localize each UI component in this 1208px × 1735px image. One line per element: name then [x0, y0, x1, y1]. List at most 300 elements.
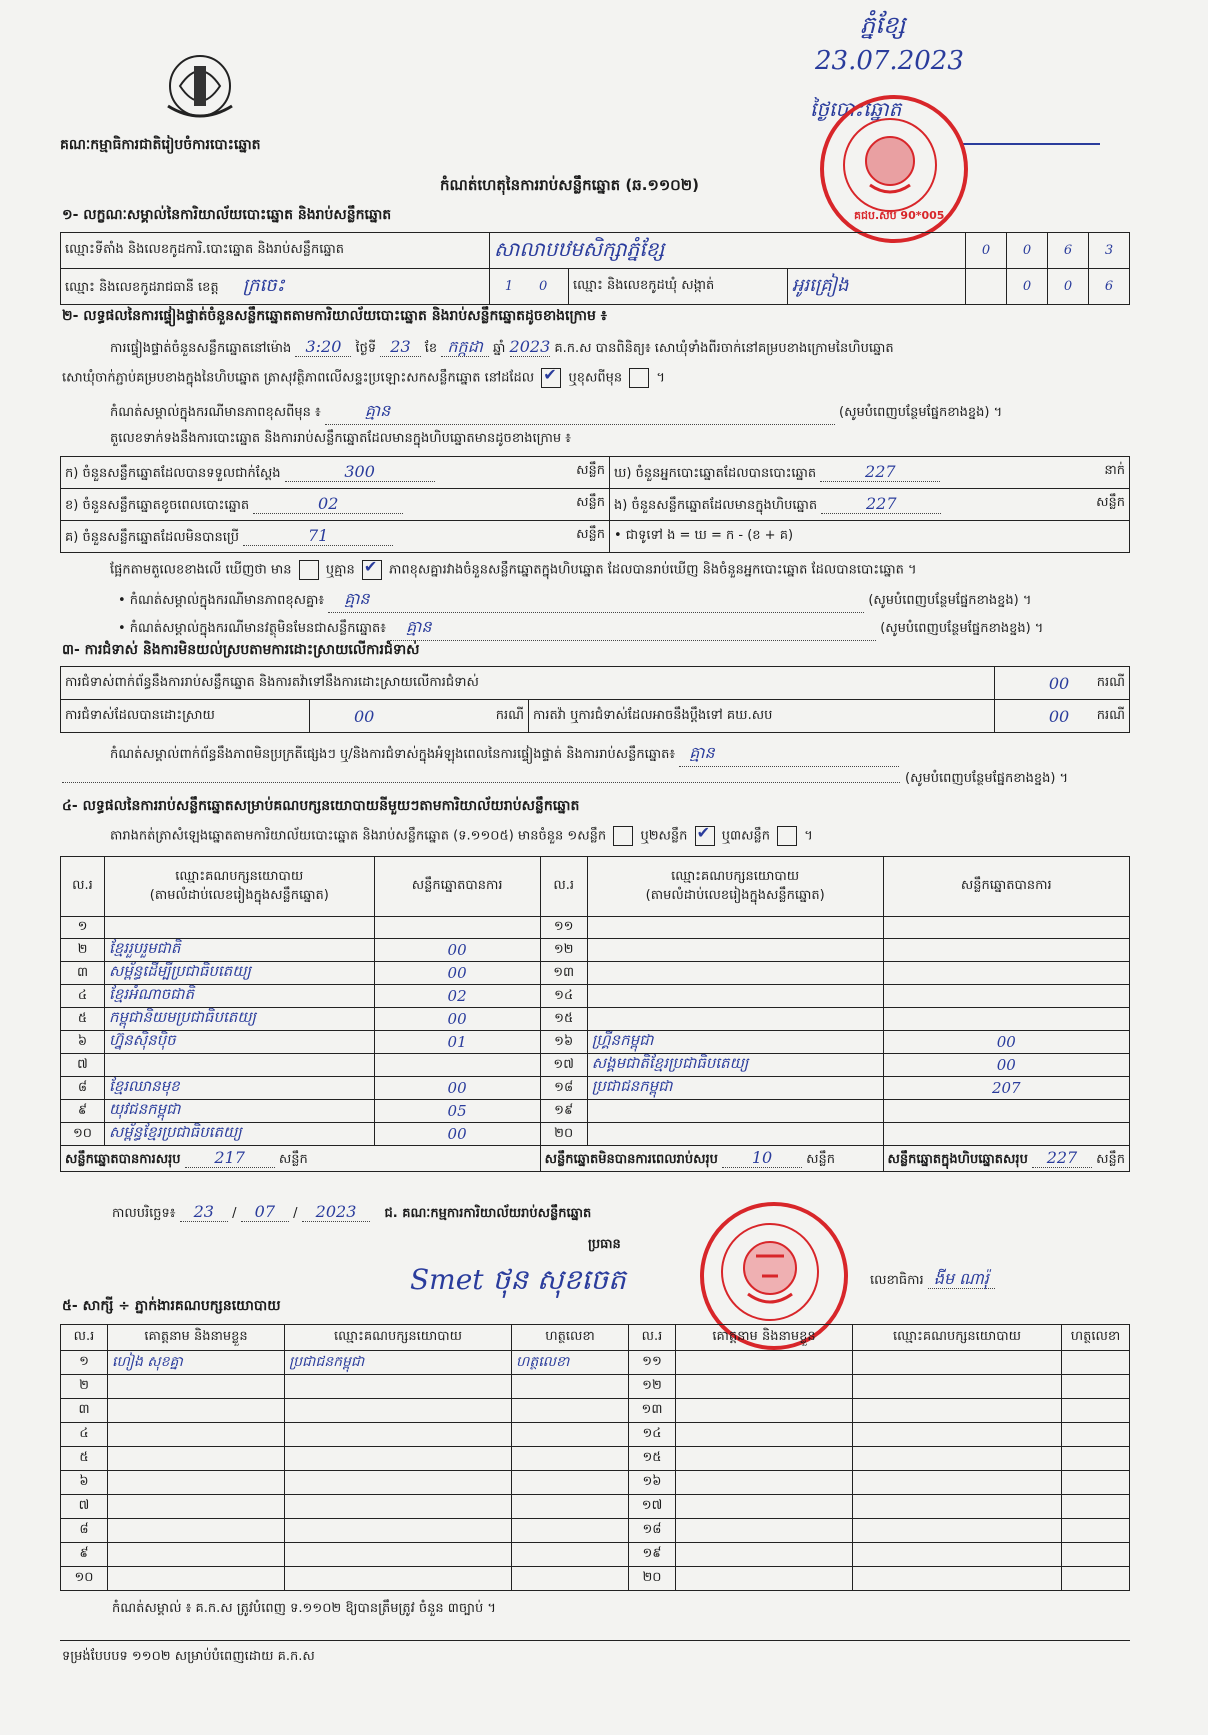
witness-sign[interactable]	[512, 1423, 629, 1447]
province-cell	[61, 269, 490, 305]
witness-no: ២០	[629, 1567, 676, 1591]
total-valid-value[interactable]: 217	[185, 1148, 275, 1168]
commune-value-cell	[788, 269, 966, 305]
date-label: កាលបរិច្ឆេទ៖	[112, 1206, 176, 1221]
results-party[interactable]	[105, 1054, 375, 1077]
table-row	[61, 1077, 1130, 1100]
results-no: ១១	[540, 917, 587, 939]
date-month[interactable]: 07	[241, 1202, 289, 1222]
witness-name[interactable]	[676, 1471, 853, 1495]
total-valid-unit: សន្លឹក	[278, 1151, 308, 1167]
location-code-1[interactable]: 0	[966, 233, 1007, 269]
two-sheets-label: ឬ២សន្លឹក	[640, 828, 688, 844]
verify-or-label: ឬខុសពីមុន	[568, 370, 623, 386]
handwritten-date: 23.07.2023	[815, 46, 964, 76]
witness-no: ៣	[61, 1399, 108, 1423]
witness-name[interactable]	[676, 1543, 853, 1567]
witness-name[interactable]	[108, 1519, 285, 1543]
witness-party[interactable]	[853, 1423, 1062, 1447]
witness-col-name-right: គោត្តនាម និងនាមខ្លួន	[676, 1325, 853, 1351]
witness-name[interactable]	[108, 1399, 285, 1423]
witness-name[interactable]	[108, 1495, 285, 1519]
figures-intro: តួលេខទាក់ទងនឹងការបោះឆ្នោត និងការរាប់សន្លឹកឆ្នោតដែលមានក្នុងហិបឆ្នោតមានដូចខាងក្រោម ៖	[110, 431, 571, 446]
witness-sign[interactable]	[512, 1495, 629, 1519]
table-row	[61, 1495, 1130, 1519]
note2-hint: (សូមបំពេញបន្ថែមផ្នែកខាងខ្នង) ។	[868, 593, 1032, 608]
section2-heading: ២- លទ្ធផលនៃការផ្ទៀងផ្ទាត់ចំនួនសន្លឹកឆ្នោតតាមការិយាល័យបោះឆ្នោត និងរាប់សន្លឹកឆ្នោតដូចខាងក្រោម ៖	[62, 308, 607, 324]
objection-row2-value[interactable]: 00	[354, 706, 375, 726]
witness-no: ១៣	[629, 1399, 676, 1423]
results-no: ៤	[61, 985, 105, 1008]
objection-row2-right-unit: ករណី	[1096, 707, 1125, 723]
table-row	[61, 939, 1130, 962]
witness-sign[interactable]	[512, 1447, 629, 1471]
province-code-2[interactable]: 0	[539, 279, 548, 294]
results-party[interactable]: សង្គមជាតិខ្មែរប្រជាធិបតេយ្យ	[587, 1054, 883, 1077]
results-party[interactable]	[587, 1008, 883, 1031]
objection-row2-label: ការជំទាស់ដែលបានដោះស្រាយ	[61, 700, 310, 733]
results-votes[interactable]	[883, 1100, 1129, 1123]
location-code-4[interactable]: 3	[1089, 233, 1130, 269]
results-votes[interactable]: 00	[374, 939, 540, 962]
commune-label: ឈ្មោះ និងលេខកូដឃុំ សង្កាត់	[569, 269, 788, 305]
witness-sign[interactable]	[1062, 1567, 1130, 1591]
total-box-unit: សន្លឹក	[1096, 1151, 1125, 1167]
verify-year-label: ឆ្នាំ	[493, 341, 506, 356]
witness-name[interactable]	[676, 1495, 853, 1519]
witness-no: ២	[61, 1375, 108, 1399]
section3-heading: ៣- ការជំទាស់ និងការមិនយល់ស្របតាមការដោះស្រាយលើការជំទាស់	[62, 642, 420, 658]
results-votes[interactable]: 05	[374, 1100, 540, 1123]
witness-party[interactable]	[285, 1375, 512, 1399]
results-no: ១៩	[540, 1100, 587, 1123]
objection-note-hint: (សូមបំពេញបន្ថែមផ្នែកខាងខ្នង) ។	[905, 771, 1069, 786]
note2-label: • កំណត់សម្គាល់ក្នុងករណីមានភាពខុសគ្នា៖	[118, 593, 325, 608]
figure-c-label: គ) ចំនួនសន្លឹកឆ្នោតដែលមិនបានប្រើ	[65, 529, 239, 545]
witness-party[interactable]: ប្រជាជនកម្ពុជា	[285, 1351, 512, 1375]
note1-line	[110, 400, 1150, 425]
commune-code-2[interactable]: 0	[1048, 269, 1089, 305]
chair-signature: Smet ថុន សុខចេត	[410, 1263, 626, 1296]
location-code-2[interactable]: 0	[1007, 233, 1048, 269]
verify-month-label: ខែ	[424, 341, 438, 356]
handwritten-sign-text: ថ្ងៃបោះឆ្នោត	[810, 97, 902, 121]
results-party[interactable]: កម្ពុជានិយមប្រជាធិបតេយ្យ	[105, 1008, 375, 1031]
section4-heading: ៤- លទ្ធផលនៃការរាប់សន្លឹកឆ្នោតសម្រាប់គណបក្សនយោបាយនីមួយៗតាមការិយាល័យរាប់សន្លឹកឆ្នោត	[62, 798, 580, 814]
nec-emblem-icon	[160, 46, 240, 128]
total-invalid-value[interactable]: 10	[722, 1148, 802, 1168]
results-no: ៨	[61, 1077, 105, 1100]
witness-name[interactable]	[676, 1375, 853, 1399]
formula-cell: • ជាទូទៅ ង = ឃ = ក - (ខ + គ)	[610, 521, 1130, 553]
verification-line1	[110, 336, 1150, 360]
note3-hint: (សូមបំពេញបន្ថែមផ្នែកខាងខ្នង) ។	[880, 621, 1044, 636]
witness-sign[interactable]	[1062, 1351, 1130, 1375]
province-label: ឈ្មោះ និងលេខកូដរាជធានី ខេត្ត	[65, 280, 219, 295]
results-party[interactable]: ខ្មែរឈានមុខ	[105, 1077, 375, 1100]
figure-d-value[interactable]: 227	[820, 462, 940, 482]
results-col-no-right: ល.រ	[540, 857, 587, 917]
results-votes[interactable]	[883, 1123, 1129, 1146]
table-row	[61, 917, 1130, 939]
results-no: ១៨	[540, 1077, 587, 1100]
objection-row2-right-label: ការតវ៉ា ឬការជំទាស់ដែលអាចនឹងប្តឹងទៅ គឃ.សប	[529, 700, 995, 733]
different-checkbox[interactable]	[629, 368, 649, 388]
results-rows	[61, 917, 1130, 1146]
witness-no: ៤	[61, 1423, 108, 1447]
tally-sheets-label: តារាងកត់ត្រាសំឡេងឆ្នោតតាមការិយាល័យបោះឆ្នោត និងរាប់សន្លឹកឆ្នោត (ទ.១១០៥) មានចំនួន ១សន្លឹក	[110, 828, 607, 844]
verify-time-label: ការផ្ទៀងផ្ទាត់ចំនួនសន្លឹកឆ្នោតនៅម៉ោង	[110, 341, 292, 356]
results-votes[interactable]: 00	[883, 1031, 1129, 1054]
table-row	[61, 985, 1130, 1008]
figure-e-label: ង) ចំនួនសន្លឹកឆ្នោតដែលមានក្នុងហិបឆ្នោត	[614, 497, 818, 513]
date-year[interactable]: 2023	[302, 1202, 371, 1222]
results-party[interactable]: ហ្វ៊ុនស៊ិនប៉ិច	[105, 1031, 375, 1054]
witness-sign[interactable]	[512, 1543, 629, 1567]
witness-no: ១	[61, 1351, 108, 1375]
location-value[interactable]: សាលាបឋមសិក្សាភ្នំខ្សែ	[494, 236, 665, 261]
figures-table	[60, 456, 1130, 553]
results-votes[interactable]	[883, 985, 1129, 1008]
figure-d-label: ឃ) ចំនួនអ្នកបោះឆ្នោតដែលបានបោះឆ្នោត	[614, 465, 817, 481]
witness-name[interactable]	[676, 1567, 853, 1591]
figure-c-cell	[61, 521, 610, 553]
objection-note-label: កំណត់សម្គាល់ពាក់ព័ន្ធនឹងភាពមិនប្រក្រតីផ្សេងៗ ឬ/និងការជំទាស់ក្នុងអំឡុងពេលនៃការផ្ទៀងផ្ទាត់ និងការរាប់សន្លឹកឆ្នោត៖	[110, 747, 676, 762]
witness-party[interactable]	[853, 1375, 1062, 1399]
verify-year[interactable]: 2023	[509, 337, 551, 356]
section1-table	[60, 232, 1130, 305]
results-col-party-left	[105, 857, 375, 917]
results-votes[interactable]	[883, 917, 1129, 939]
objection-note-dotline	[62, 782, 900, 783]
total-invalid-cell	[540, 1146, 883, 1172]
location-value-cell	[490, 233, 966, 269]
no-difference-checkbox[interactable]	[362, 560, 382, 580]
witness-party[interactable]	[853, 1495, 1062, 1519]
results-no: ១៤	[540, 985, 587, 1008]
witness-no: ១២	[629, 1375, 676, 1399]
form-title: កំណត់ហេតុនៃការរាប់សន្លឹកឆ្នោត (ឆ.១១០២)	[440, 176, 700, 194]
figure-c-value[interactable]: 71	[243, 526, 393, 546]
province-code-1[interactable]: 1	[504, 279, 514, 294]
verify-month[interactable]: កក្កដា	[441, 337, 489, 357]
date-day[interactable]: 23	[180, 1202, 228, 1222]
note1-value[interactable]: គ្មាន	[325, 400, 835, 425]
witness-sign[interactable]	[1062, 1471, 1130, 1495]
tally-sheets-line: តារាងកត់ត្រាសំឡេងឆ្នោតតាមការិយាល័យបោះឆ្នោត និងរាប់សន្លឹកឆ្នោត (ទ.១១០៥) មានចំនួន ១សន្លឹក ឬ២សន្លឹក ✔ ឬ៣សន្លឹក ។	[110, 826, 813, 847]
results-votes[interactable]: 02	[374, 985, 540, 1008]
results-no: ៧	[61, 1054, 105, 1077]
witness-name[interactable]	[676, 1351, 853, 1375]
two-sheets-checkbox[interactable]	[695, 826, 715, 846]
results-votes[interactable]: 207	[883, 1077, 1129, 1100]
witness-name[interactable]	[108, 1543, 285, 1567]
witness-party[interactable]	[285, 1495, 512, 1519]
witness-party[interactable]	[285, 1471, 512, 1495]
results-party[interactable]	[105, 917, 375, 939]
witness-no: ៨	[61, 1519, 108, 1543]
results-votes[interactable]	[883, 962, 1129, 985]
results-party[interactable]	[587, 1123, 883, 1146]
witness-no: ១១	[629, 1351, 676, 1375]
witness-col-no-right: ល.រ	[629, 1325, 676, 1351]
figure-b-value[interactable]: 02	[253, 494, 403, 514]
results-votes[interactable]: 00	[883, 1054, 1129, 1077]
form-footer: ទម្រង់បែបបទ ១១០២ សម្រាប់បំពេញដោយ គ.ក.ស	[62, 1649, 315, 1664]
witness-name[interactable]	[108, 1423, 285, 1447]
table-row	[61, 1100, 1130, 1123]
witness-no: ៧	[61, 1495, 108, 1519]
objection-row1-label: ការជំទាស់ពាក់ព័ន្ធនឹងការរាប់សន្លឹកឆ្នោត និងការតវ៉ាទៅនឹងការដោះស្រាយលើការជំទាស់	[61, 667, 995, 700]
witness-party[interactable]	[285, 1399, 512, 1423]
objection-row1-cell	[994, 667, 1129, 700]
results-party[interactable]	[587, 985, 883, 1008]
witness-party[interactable]	[285, 1567, 512, 1591]
total-valid-label: សន្លឹកឆ្នោតបានការសរុប	[65, 1151, 181, 1167]
has-difference-checkbox[interactable]	[299, 560, 319, 580]
section1-heading: ១- លក្ខណៈសម្គាល់នៃការិយាល័យបោះឆ្នោត និងរាប់សន្លឹកឆ្នោត	[62, 207, 392, 223]
results-party[interactable]: ខ្មែររួបរួមជាតិ	[105, 939, 375, 962]
province-code-cell	[490, 269, 569, 305]
witness-no: ៥	[61, 1447, 108, 1471]
witness-no: ១៧	[629, 1495, 676, 1519]
witness-party[interactable]	[853, 1399, 1062, 1423]
witness-sign[interactable]	[1062, 1375, 1130, 1399]
witness-sign[interactable]	[1062, 1399, 1130, 1423]
note3-line	[118, 616, 1043, 641]
witness-no: ៩	[61, 1543, 108, 1567]
results-party[interactable]: ប្រជាជនកម្ពុជា	[587, 1077, 883, 1100]
objection-table	[60, 666, 1130, 733]
table-row	[61, 1399, 1130, 1423]
witness-party[interactable]	[285, 1543, 512, 1567]
chair-label: ប្រធាន	[588, 1237, 621, 1252]
verify-line1-rest: គ.ក.ស បានពិនិត្យ៖ សោឃុំទាំងពីរចាក់នៅគម្របខាងក្រោមនៃហិបឆ្នោត	[554, 341, 894, 356]
figure-b-label: ខ) ចំនួនសន្លឹកឆ្នោតខូចពេលបោះឆ្នោត	[65, 497, 250, 513]
commune-code-3[interactable]: 6	[1089, 269, 1130, 305]
secretary-line	[870, 1268, 995, 1292]
table-row	[61, 1351, 1130, 1375]
results-no: ៥	[61, 1008, 105, 1031]
note3-value[interactable]: គ្មាន	[390, 616, 876, 641]
witness-party[interactable]	[853, 1567, 1062, 1591]
results-party[interactable]	[587, 939, 883, 962]
witness-name[interactable]: ហៀង សុខគ្នា	[108, 1351, 285, 1375]
secretary-name[interactable]: ងីម ណារ៉ុ	[928, 1269, 995, 1289]
witness-party[interactable]	[285, 1447, 512, 1471]
witness-sign[interactable]	[512, 1399, 629, 1423]
witness-no: ១៩	[629, 1543, 676, 1567]
total-box-label: សន្លឹកឆ្នោតក្នុងហិបឆ្នោតសរុប	[887, 1151, 1028, 1167]
witness-sign[interactable]	[512, 1471, 629, 1495]
witness-col-sign-left: ហត្ថលេខា	[512, 1325, 629, 1351]
witness-party[interactable]	[853, 1543, 1062, 1567]
witness-col-no-left: ល.រ	[61, 1325, 108, 1351]
objection-row1-value[interactable]: 00	[1048, 673, 1070, 693]
section5-heading: ៥- សាក្សី ÷ ភ្នាក់ងារគណបក្សនយោបាយ	[62, 1298, 281, 1314]
witness-col-sign-right: ហត្ថលេខា	[1062, 1325, 1130, 1351]
witness-rows	[61, 1351, 1130, 1591]
witness-party[interactable]	[853, 1519, 1062, 1543]
org-name: គណៈកម្មាធិការជាតិរៀបចំការបោះឆ្នោត	[60, 137, 261, 153]
witness-sign[interactable]	[512, 1519, 629, 1543]
witness-no: ១០	[61, 1567, 108, 1591]
witness-party[interactable]	[285, 1519, 512, 1543]
results-col-party-right-title: ឈ្មោះគណបក្សនយោបាយ	[671, 868, 800, 884]
total-valid-cell	[61, 1146, 541, 1172]
results-votes[interactable]	[883, 939, 1129, 962]
figure-a-label: ក) ចំនួនសន្លឹកឆ្នោតដែលបានទទួលជាក់ស្តែង	[65, 465, 281, 481]
results-party[interactable]	[587, 1100, 883, 1123]
table-row	[61, 1519, 1130, 1543]
results-party[interactable]: ហ្គ្រីនកម្ពុជា	[587, 1031, 883, 1054]
total-invalid-label: សន្លឹកឆ្នោតមិនបានការពេលរាប់សរុប	[544, 1151, 718, 1167]
province-value[interactable]: ក្រចេះ	[242, 275, 285, 296]
witness-name[interactable]	[108, 1375, 285, 1399]
results-no: ៩	[61, 1100, 105, 1123]
table-row	[61, 962, 1130, 985]
objection-note-value[interactable]: គ្មាន	[679, 742, 899, 767]
note2-line	[118, 588, 1031, 613]
results-votes[interactable]: 00	[374, 962, 540, 985]
results-table	[60, 856, 1130, 1172]
objection-row2-cell	[310, 700, 529, 733]
figure-d-cell	[610, 457, 1130, 489]
figure-e-value[interactable]: 227	[821, 494, 941, 514]
witness-no: ១៨	[629, 1519, 676, 1543]
results-votes[interactable]: 00	[374, 1077, 540, 1100]
figure-a-cell	[61, 457, 610, 489]
results-no: ១០	[61, 1123, 105, 1146]
results-no: ១៣	[540, 962, 587, 985]
table-row	[61, 1567, 1130, 1591]
witness-sign[interactable]	[1062, 1447, 1130, 1471]
footnote: កំណត់សម្គាល់ ៖ គ.ក.ស ត្រូវបំពេញ ទ.១១០២ ឱ្យបានត្រឹមត្រូវ ចំនួន ៣ច្បាប់ ។	[112, 1601, 496, 1616]
witness-no: ៦	[61, 1471, 108, 1495]
results-col-party-right	[587, 857, 883, 917]
official-seal-top	[820, 95, 968, 243]
witness-sign[interactable]	[1062, 1519, 1130, 1543]
compare-none-label: ឬគ្មាន	[325, 562, 355, 578]
results-party[interactable]: សម្ព័ន្ធខ្មែរប្រជាធិបតេយ្យ	[105, 1123, 375, 1146]
results-col-no-left: ល.រ	[61, 857, 105, 917]
objection-row2-right-value[interactable]: 00	[1048, 706, 1070, 726]
witness-name[interactable]	[676, 1519, 853, 1543]
witness-name[interactable]	[676, 1399, 853, 1423]
witness-no: ១៦	[629, 1471, 676, 1495]
one-sheet-checkbox[interactable]	[613, 826, 633, 846]
table-row	[61, 1123, 1130, 1146]
figure-e-unit: សន្លឹក	[1096, 494, 1125, 510]
witness-col-party-right: ឈ្មោះគណបក្សនយោបាយ	[853, 1325, 1062, 1351]
results-col-votes-left: សន្លឹកឆ្នោតបានការ	[374, 857, 540, 917]
objection-row1-unit: ករណី	[1096, 674, 1125, 690]
results-votes[interactable]: 00	[374, 1123, 540, 1146]
same-checkbox[interactable]	[541, 368, 561, 388]
handwritten-place: ភ្នំខ្សែ	[860, 11, 906, 39]
results-col-party-right-sub: (តាមលំដាប់លេខរៀងក្នុងសន្លឹកឆ្នោត)	[645, 887, 825, 903]
results-no: ១៥	[540, 1008, 587, 1031]
secretary-label: លេខាធិការ	[870, 1273, 924, 1288]
results-party[interactable]: យុវជនកម្ពុជា	[105, 1100, 375, 1123]
results-party[interactable]	[587, 917, 883, 939]
table-row	[61, 1543, 1130, 1567]
results-votes[interactable]	[374, 1054, 540, 1077]
results-votes[interactable]	[374, 917, 540, 939]
commune-code-1[interactable]: 0	[1007, 269, 1048, 305]
table-row	[61, 1471, 1130, 1495]
witness-name[interactable]	[676, 1423, 853, 1447]
witness-name[interactable]	[676, 1447, 853, 1471]
figure-b-cell	[61, 489, 610, 521]
compare-line	[110, 560, 917, 581]
location-code-3[interactable]: 6	[1048, 233, 1089, 269]
witness-sign[interactable]	[1062, 1495, 1130, 1519]
results-no: ២	[61, 939, 105, 962]
footer-divider	[60, 1640, 1130, 1641]
witness-party[interactable]	[853, 1447, 1062, 1471]
figure-a-unit: សន្លឹក	[576, 462, 605, 478]
witness-sign[interactable]	[1062, 1423, 1130, 1447]
witness-sign[interactable]: ហត្ថលេខា	[512, 1351, 629, 1375]
compare-rest: ភាពខុសគ្នារវាងចំនួនសន្លឹកឆ្នោតក្នុងហិបឆ្នោត ដែលបានរាប់ឃើញ និងចំនួនអ្នកបោះឆ្នោត ដែលបានបោះឆ្នោត ។	[389, 562, 917, 578]
witness-sign[interactable]	[1062, 1543, 1130, 1567]
three-sheets-label: ឬ៣សន្លឹក	[721, 828, 770, 844]
witness-name[interactable]	[108, 1447, 285, 1471]
witness-name[interactable]	[108, 1471, 285, 1495]
note1-label: កំណត់សម្គាល់ក្នុងករណីមានភាពខុសពីមុន ៖	[110, 405, 321, 420]
total-box-cell	[883, 1146, 1129, 1172]
commune-value[interactable]: អូរគ្រៀង	[792, 275, 849, 296]
verify-day-label: ថ្ងៃទី	[355, 341, 377, 356]
witness-col-name-left: គោត្តនាម និងនាមខ្លួន	[108, 1325, 285, 1351]
note2-value[interactable]: គ្មាន	[328, 588, 864, 613]
results-col-votes-right: សន្លឹកឆ្នោតបានការ	[883, 857, 1129, 917]
witness-name[interactable]	[108, 1567, 285, 1591]
witness-party[interactable]	[285, 1423, 512, 1447]
results-votes[interactable]	[883, 1008, 1129, 1031]
witness-table	[60, 1324, 1130, 1591]
verify-line2-text: សោឃុំចាក់ភ្ជាប់គម្របខាងក្នុងនៃហិបឆ្នោត ត្រាសុវត្ថិភាពលើសន្ទះប្រឡោះសកសន្លឹកឆ្នោត នៅដដែល	[62, 370, 535, 386]
total-box-value[interactable]: 227	[1032, 1148, 1092, 1168]
results-party[interactable]	[587, 962, 883, 985]
witness-sign[interactable]	[512, 1567, 629, 1591]
objection-note-line	[110, 742, 1140, 767]
witness-no: ១៥	[629, 1447, 676, 1471]
figure-d-unit: នាក់	[1104, 462, 1125, 478]
results-col-party-left-sub: (តាមលំដាប់លេខរៀងក្នុងសន្លឹកឆ្នោត)	[149, 887, 329, 903]
witness-party[interactable]	[853, 1471, 1062, 1495]
results-party[interactable]: ខ្មែរអំណាចជាតិ	[105, 985, 375, 1008]
verify-time[interactable]: 3:20	[295, 337, 351, 357]
results-votes[interactable]: 00	[374, 1008, 540, 1031]
witness-party[interactable]	[853, 1351, 1062, 1375]
results-no: ២០	[540, 1123, 587, 1146]
results-no: ១៧	[540, 1054, 587, 1077]
objection-row2-unit: ករណី	[495, 707, 524, 723]
table-row	[61, 1031, 1130, 1054]
figure-a-value[interactable]: 300	[285, 462, 435, 482]
figure-e-cell	[610, 489, 1130, 521]
results-no: ១២	[540, 939, 587, 962]
three-sheets-checkbox[interactable]	[777, 826, 797, 846]
figure-b-unit: សន្លឹក	[576, 494, 605, 510]
witness-sign[interactable]	[512, 1375, 629, 1399]
verify-day[interactable]: 23	[380, 337, 420, 357]
objection-row2-right-cell	[994, 700, 1129, 733]
results-votes[interactable]: 01	[374, 1031, 540, 1054]
results-party[interactable]: សម្ព័ន្ធដើម្បីប្រជាធិបតេយ្យ	[105, 962, 375, 985]
